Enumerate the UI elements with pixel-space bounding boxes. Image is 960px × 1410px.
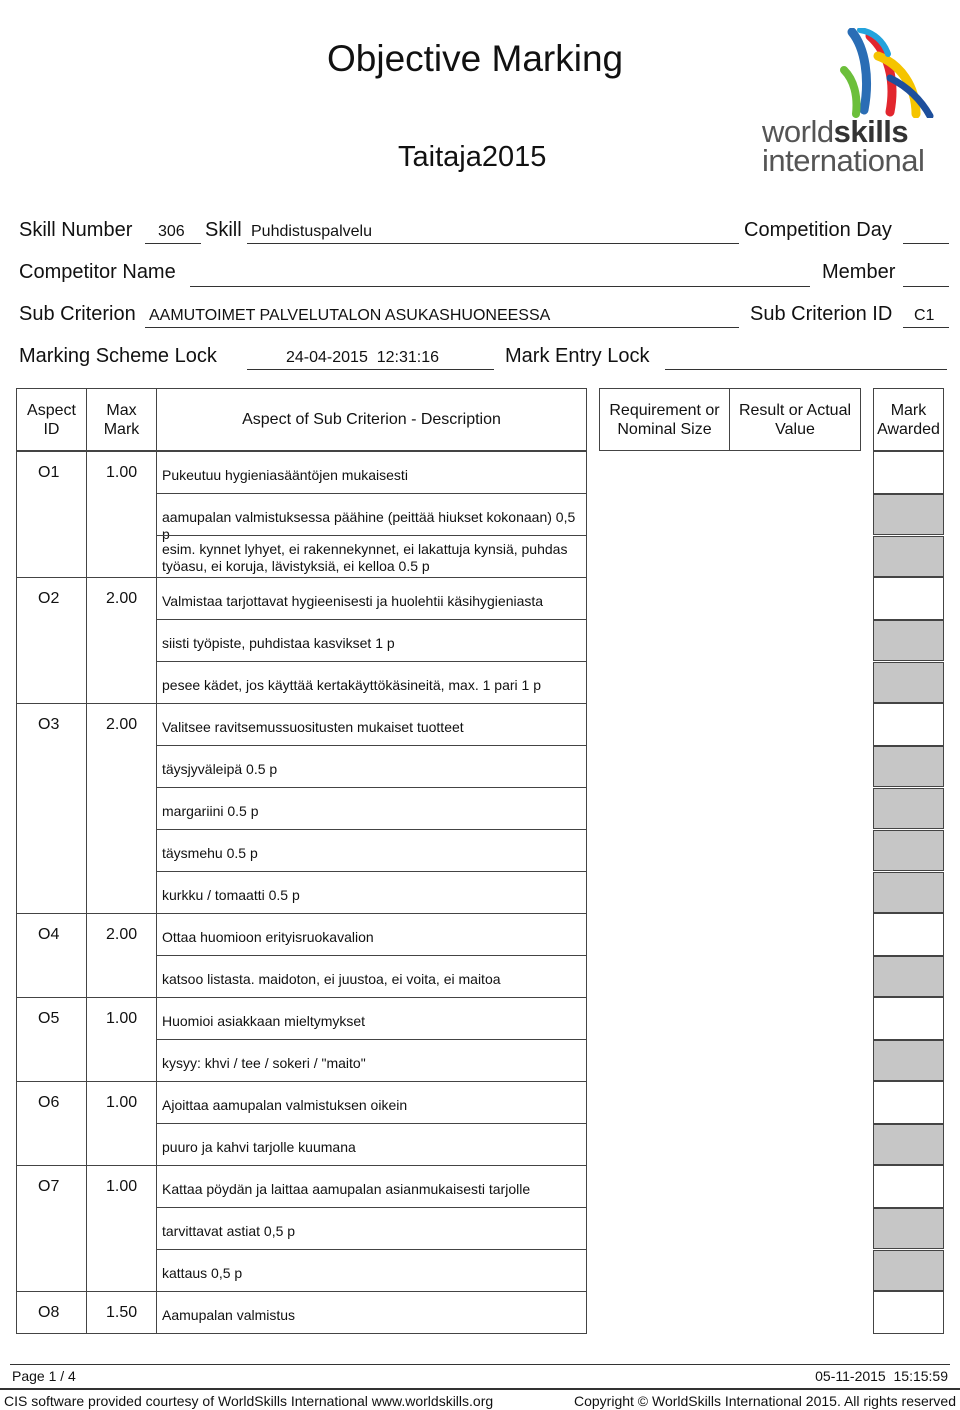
mark-awarded-cell-shaded (873, 662, 944, 703)
mark-awarded-cell-shaded (873, 788, 944, 829)
mark-entry-lock-label: Mark Entry Lock (505, 345, 650, 367)
col-header-max-mark (86, 388, 157, 451)
col-header-result (729, 388, 861, 451)
mark-entry-lock-line (665, 369, 947, 370)
mark-awarded-cell-shaded (873, 1124, 944, 1165)
member-label: Member (822, 261, 896, 283)
max-mark: 1.00 (106, 1178, 138, 1195)
sub-criterion-value: AAMUTOIMET PALVELUTALON ASUKASHUONEESSA (149, 307, 551, 324)
col-header-aspect-id-line1: Aspect (27, 401, 76, 419)
aspect-id: O2 (38, 590, 60, 607)
sub-criterion-id-value: C1 (914, 307, 935, 324)
worldskills-logo (760, 28, 950, 178)
marking-scheme-lock-line (247, 369, 494, 370)
competitor-name-label: Competitor Name (19, 261, 176, 283)
max-mark: 2.00 (106, 590, 138, 607)
col-header-description: Aspect of Sub Criterion - Description (156, 388, 587, 451)
logo-text-skills: skills (833, 114, 909, 149)
skill-label: Skill (205, 219, 242, 241)
mark-awarded-cell[interactable] (873, 1081, 944, 1124)
logo-text-international: international (762, 143, 925, 178)
competition-day-label: Competition Day (744, 219, 892, 241)
max-mark: 1.00 (106, 1094, 138, 1111)
mark-awarded-cell[interactable] (873, 913, 944, 956)
software-credit: CIS software provided courtesy of WorldSkills International www.worldskills.org (4, 1393, 494, 1409)
mark-awarded-cell-shaded (873, 956, 944, 997)
max-mark-cell (86, 703, 157, 914)
sub-aspect-description: siisti työpiste, puhdistaa kasvikset 1 p (162, 635, 395, 651)
col-header-awarded-line2: Awarded (877, 420, 940, 438)
skill-number-value: 306 (158, 223, 185, 240)
aspect-id: O8 (38, 1304, 60, 1321)
aspect-description: Huomioi asiakkaan mieltymykset (162, 1013, 366, 1029)
sub-aspect-description: aamupalan valmistuksessa päähine (peittää hiukset kokonaan) 0,5 p (162, 509, 576, 542)
print-timestamp: 05-11-2015 15:15:59 (815, 1368, 948, 1384)
footer-rule (10, 1364, 950, 1365)
aspect-description: Ottaa huomioon erityisruokavalion (162, 929, 374, 945)
skill-value: Puhdistuspalvelu (251, 223, 372, 240)
sub-aspect-description: esim. kynnet lyhyet, ei rakennekynnet, ei lakattuja kynsiä, puhdas työasu, ei koruja, lävistyksiä, ei kelloa 0.5 p (162, 541, 568, 574)
max-mark: 2.00 (106, 716, 138, 733)
mark-awarded-cell-shaded (873, 536, 944, 577)
aspect-description: Valitsee ravitsemussuositusten mukaiset tuotteet (162, 719, 464, 735)
sub-aspect-description: täysjyväleipä 0.5 p (162, 761, 278, 777)
col-header-awarded-line1: Mark (890, 401, 927, 419)
page-title: Objective Marking (327, 38, 624, 79)
mark-awarded-cell-shaded (873, 494, 944, 535)
sub-aspect-description: kysyy: khvi / tee / sokeri / "maito" (162, 1055, 366, 1071)
col-header-result-line1: Result or Actual (738, 401, 852, 419)
mark-awarded-cell-shaded (873, 746, 944, 787)
competitor-name-line (190, 286, 810, 287)
col-header-result-line2: Value (775, 420, 815, 438)
skill-number-label: Skill Number (19, 219, 133, 241)
member-line (903, 286, 949, 287)
sub-aspect-description: katsoo listasta. maidoton, ei juustoa, ei voita, ei maitoa (162, 971, 501, 987)
footer-rule-2 (0, 1388, 960, 1390)
sub-aspect-description: pesee kädet, jos käyttää kertakäyttökäsineitä, max. 1 pari 1 p (162, 677, 541, 693)
logo-text-world: world (762, 114, 834, 149)
aspect-description: Valmistaa tarjottavat hygieenisesti ja huolehtii käsihygieniasta (162, 593, 544, 609)
sub-criterion-line (145, 327, 739, 328)
aspect-id: O7 (38, 1178, 60, 1195)
sub-criterion-id-label: Sub Criterion ID (750, 303, 893, 325)
col-header-aspect-id-line2: ID (43, 420, 60, 438)
max-mark: 1.00 (106, 464, 138, 481)
sub-aspect-description: kattaus 0,5 p (162, 1265, 243, 1281)
aspect-id: O6 (38, 1094, 60, 1111)
mark-awarded-cell-shaded (873, 872, 944, 913)
marking-scheme-lock-label: Marking Scheme Lock (19, 345, 217, 367)
sub-aspect-description: kurkku / tomaatti 0.5 p (162, 887, 300, 903)
aspect-description: Ajoittaa aamupalan valmistuksen oikein (162, 1097, 408, 1113)
max-mark: 1.50 (106, 1304, 138, 1321)
event-title: Taitaja2015 (398, 141, 547, 173)
mark-awarded-cell-shaded (873, 1040, 944, 1081)
col-header-requirement-line1: Requirement or (609, 401, 720, 419)
sub-aspect-description: margariini 0.5 p (162, 803, 259, 819)
col-header-requirement (599, 388, 730, 451)
aspect-id: O5 (38, 1010, 60, 1027)
sub-aspect-description: puuro ja kahvi tarjolle kuumana (162, 1139, 356, 1155)
sub-criterion-id-line (903, 327, 949, 328)
page-number: Page 1 / 4 (12, 1368, 76, 1384)
sub-aspect-description: tarvittavat astiat 0,5 p (162, 1223, 296, 1239)
col-header-requirement-line2: Nominal Size (617, 420, 712, 438)
mark-awarded-cell[interactable] (873, 451, 944, 494)
mark-awarded-cell-shaded (873, 830, 944, 871)
copyright-notice: Copyright © WorldSkills International 2015. All rights reserved (573, 1393, 956, 1409)
sub-aspect-description: täysmehu 0.5 p (162, 845, 258, 861)
mark-awarded-cell[interactable] (873, 1291, 944, 1334)
marking-scheme-lock-value: 24-04-2015 12:31:16 (286, 349, 440, 366)
mark-awarded-cell[interactable] (873, 703, 944, 746)
aspect-description: Aamupalan valmistus (162, 1307, 296, 1323)
max-mark: 1.00 (106, 1010, 138, 1027)
aspect-id-cell (16, 703, 87, 914)
mark-awarded-cell-shaded (873, 1250, 944, 1291)
mark-awarded-cell-shaded (873, 1208, 944, 1249)
col-header-max-mark-line2: Mark (103, 420, 140, 438)
mark-awarded-cell-shaded (873, 620, 944, 661)
competition-day-line (903, 243, 949, 244)
aspect-id: O3 (38, 716, 60, 733)
col-header-awarded (873, 388, 944, 451)
col-header-aspect-id (16, 388, 87, 451)
mark-awarded-cell[interactable] (873, 577, 944, 620)
skill-number-line (145, 243, 201, 244)
logo-swoosh-icon (760, 28, 950, 118)
aspect-description: Kattaa pöydän ja laittaa aamupalan asianmukaisesti tarjolle (162, 1181, 531, 1197)
aspect-id: O1 (38, 464, 60, 481)
skill-line (247, 243, 739, 244)
aspect-description: Pukeutuu hygieniasääntöjen mukaisesti (162, 467, 408, 483)
col-header-max-mark-line1: Max (106, 401, 137, 419)
mark-awarded-cell[interactable] (873, 997, 944, 1040)
sub-criterion-label: Sub Criterion (19, 303, 136, 325)
aspect-id: O4 (38, 926, 60, 943)
max-mark: 2.00 (106, 926, 138, 943)
mark-awarded-cell[interactable] (873, 1165, 944, 1208)
